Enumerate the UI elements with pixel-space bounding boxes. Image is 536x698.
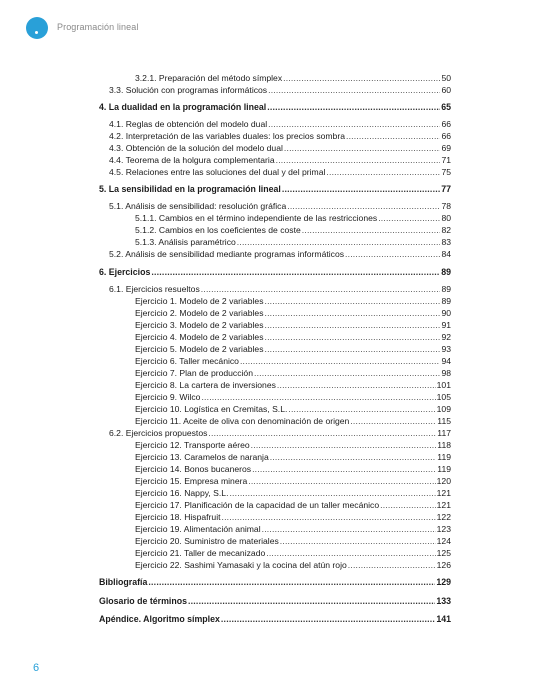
toc-dot-leader <box>302 224 441 236</box>
toc-entry-page: 75 <box>441 167 451 177</box>
toc-dot-leader <box>288 403 435 415</box>
toc-entry <box>99 118 451 130</box>
toc-entry-title: Ejercicio 16. Nappy, S.L. <box>135 488 229 498</box>
toc-entry-title: 4. La dualidad en la programación lineal <box>99 102 267 112</box>
toc-entry-page: 115 <box>437 416 451 426</box>
toc-entry <box>99 427 451 439</box>
toc-entry-page: 119 <box>437 452 451 462</box>
toc-dot-leader <box>265 331 441 343</box>
toc-dot-leader <box>345 248 440 260</box>
toc-entry-page: 123 <box>436 524 451 534</box>
toc-dot-leader <box>287 200 440 212</box>
toc-entry-title: 4.1. Reglas de obtención del modelo dual <box>109 119 268 129</box>
toc-dot-leader <box>276 154 441 166</box>
toc-entry-page: 89 <box>441 284 451 294</box>
toc-entry <box>99 547 451 559</box>
toc-dot-leader <box>201 283 441 295</box>
toc-entry-page: 101 <box>436 380 451 390</box>
toc-entry <box>99 283 451 295</box>
toc-entry-title: 3.3. Solución con programas informáticos <box>109 85 268 95</box>
toc-chapter-entry <box>99 576 451 588</box>
toc-entry <box>99 367 451 379</box>
toc-entry <box>99 236 451 248</box>
toc-entry-title: Ejercicio 2. Modelo de 2 variables <box>135 308 264 318</box>
toc-dot-leader <box>346 130 440 142</box>
toc-entry <box>99 403 451 415</box>
toc-entry <box>99 154 451 166</box>
toc-entry-page: 78 <box>441 201 451 211</box>
toc-dot-leader <box>208 427 436 439</box>
toc-entry-page: 92 <box>441 332 451 342</box>
toc-entry-page: 118 <box>437 440 451 450</box>
toc-entry-title: 5.1.3. Análisis paramétrico <box>135 237 236 247</box>
toc-entry-page: 65 <box>441 102 451 112</box>
toc-entry <box>99 475 451 487</box>
toc-entry-page: 93 <box>441 344 451 354</box>
toc-dot-leader <box>229 487 435 499</box>
toc-dot-leader <box>280 535 436 547</box>
toc-entry-title: Ejercicio 3. Modelo de 2 variables <box>135 320 264 330</box>
toc-dot-leader <box>254 367 440 379</box>
toc-entry-page: 66 <box>441 131 451 141</box>
toc-entry <box>99 379 451 391</box>
toc-dot-leader <box>378 212 440 224</box>
toc-dot-leader <box>151 266 440 278</box>
toc-entry-title: Ejercicio 6. Taller mecánico <box>135 356 239 366</box>
toc-dot-leader <box>283 72 440 84</box>
toc-chapter-entry <box>99 266 451 278</box>
toc-dot-leader <box>262 523 436 535</box>
toc-entry <box>99 331 451 343</box>
toc-dot-leader <box>221 613 435 625</box>
toc-entry-title: Glosario de términos <box>99 596 187 606</box>
toc-dot-leader <box>265 295 441 307</box>
toc-entry-title: Ejercicio 22. Sashimi Yamasaki y la cocina del atún rojo <box>135 560 347 570</box>
toc-dot-leader <box>284 142 441 154</box>
toc-entry-page: 117 <box>437 428 451 438</box>
toc-entry <box>99 84 451 96</box>
toc-entry-page: 133 <box>436 596 451 606</box>
toc-entry-title: 4.5. Relaciones entre las soluciones del dual y del primal <box>109 167 326 177</box>
toc-entry-page: 82 <box>441 225 451 235</box>
toc-dot-leader <box>265 307 441 319</box>
toc-entry-title: Ejercicio 17. Planificación de la capacidad de un taller mecánico <box>135 500 380 510</box>
toc-entry-page: 66 <box>441 119 451 129</box>
toc-entry <box>99 343 451 355</box>
toc-entry-page: 98 <box>441 368 451 378</box>
toc-dot-leader <box>270 451 437 463</box>
toc-entry-page: 141 <box>436 614 451 624</box>
toc-entry-title: 6.2. Ejercicios propuestos <box>109 428 208 438</box>
toc-entry-page: 91 <box>441 320 451 330</box>
toc-entry-page: 77 <box>441 184 451 194</box>
toc-dot-leader <box>268 84 440 96</box>
toc-entry-title: Ejercicio 13. Caramelos de naranja <box>135 452 269 462</box>
toc-dot-leader <box>265 343 441 355</box>
toc-dot-leader <box>277 379 436 391</box>
toc-entry-page: 80 <box>441 213 451 223</box>
toc-entry-page: 126 <box>436 560 451 570</box>
toc-entry <box>99 535 451 547</box>
toc-entry-page: 105 <box>436 392 451 402</box>
page-number: 6 <box>33 662 40 674</box>
toc-entry-title: Ejercicio 12. Transporte aéreo <box>135 440 250 450</box>
toc-entry-title: 4.2. Interpretación de las variables duales: los precios sombra <box>109 131 345 141</box>
toc-entry-title: 6.1. Ejercicios resueltos <box>109 284 200 294</box>
toc-entry <box>99 142 451 154</box>
toc-entry-title: 5.1. Análisis de sensibilidad: resolución gráfica <box>109 201 287 211</box>
toc-dot-leader <box>268 118 440 130</box>
toc-entry-page: 84 <box>441 249 451 259</box>
toc-dot-leader <box>240 355 440 367</box>
toc-entry-title: 4.3. Obtención de la solución del modelo dual <box>109 143 283 153</box>
header-logo-circle <box>26 17 48 39</box>
toc-entry <box>99 212 451 224</box>
toc-entry-page: 50 <box>441 73 451 83</box>
toc-entry <box>99 415 451 427</box>
toc-entry <box>99 130 451 142</box>
toc-entry <box>99 166 451 178</box>
toc-entry-title: Ejercicio 14. Bonos bucaneros <box>135 464 252 474</box>
toc-entry-title: Ejercicio 20. Suministro de materiales <box>135 536 279 546</box>
toc-entry-page: 71 <box>441 155 451 165</box>
toc-chapter-entry <box>99 183 451 195</box>
toc-entry-title: Ejercicio 4. Modelo de 2 variables <box>135 332 264 342</box>
toc-entry-title: Ejercicio 1. Modelo de 2 variables <box>135 296 264 306</box>
toc-entry-page: 109 <box>436 404 451 414</box>
toc-entry <box>99 355 451 367</box>
toc-entry <box>99 72 451 84</box>
toc-entry-title: 3.2.1. Preparación del método símplex <box>135 73 283 83</box>
toc-dot-leader <box>282 183 440 195</box>
toc-dot-leader <box>267 101 440 113</box>
toc-entry-title: Ejercicio 15. Empresa minera <box>135 476 248 486</box>
toc-entry-page: 60 <box>441 85 451 95</box>
toc-dot-leader <box>201 391 435 403</box>
toc-entry-page: 121 <box>436 500 451 510</box>
toc-dot-leader <box>266 547 435 559</box>
toc-entry <box>99 511 451 523</box>
toc-chapter-entry <box>99 595 451 607</box>
toc-entry <box>99 319 451 331</box>
toc-entry-title: 6. Ejercicios <box>99 267 151 277</box>
toc-entry-page: 89 <box>441 296 451 306</box>
toc-entry <box>99 451 451 463</box>
toc-entry <box>99 499 451 511</box>
toc-entry <box>99 559 451 571</box>
toc-dot-leader <box>348 559 436 571</box>
toc-entry <box>99 224 451 236</box>
toc-dot-leader <box>148 576 435 588</box>
toc-dot-leader <box>350 415 436 427</box>
toc-entry <box>99 295 451 307</box>
toc-entry-page: 120 <box>436 476 451 486</box>
toc-entry-title: Ejercicio 8. La cartera de inversiones <box>135 380 276 390</box>
toc-entry-title: Apéndice. Algoritmo símplex <box>99 614 220 624</box>
running-header-title: Programación lineal <box>57 22 139 32</box>
toc-dot-leader <box>252 463 436 475</box>
toc-entry-title: 5.2. Análisis de sensibilidad mediante programas informáticos <box>109 249 345 259</box>
toc-dot-leader <box>188 595 435 607</box>
toc-entry <box>99 200 451 212</box>
toc-entry <box>99 439 451 451</box>
toc-entry-title: 5.1.2. Cambios en los coeficientes de coste <box>135 225 301 235</box>
toc-entry <box>99 487 451 499</box>
toc-entry-title: Ejercicio 9. Wilco <box>135 392 201 402</box>
toc-entry-title: Ejercicio 18. Hispafruit <box>135 512 221 522</box>
toc-entry <box>99 307 451 319</box>
toc-entry-title: Bibliografía <box>99 577 148 587</box>
toc-entry <box>99 248 451 260</box>
toc-entry-page: 121 <box>436 488 451 498</box>
toc-entry-title: Ejercicio 10. Logística en Cremitas, S.L. <box>135 404 288 414</box>
toc-entry-title: 4.4. Teorema de la holgura complementaria <box>109 155 275 165</box>
toc-dot-leader <box>237 236 441 248</box>
toc-chapter-entry <box>99 101 451 113</box>
toc-chapter-entry <box>99 613 451 625</box>
toc-entry-page: 69 <box>441 143 451 153</box>
toc-entry-title: 5.1.1. Cambios en el término independiente de las restricciones <box>135 213 378 223</box>
toc-dot-leader <box>251 439 437 451</box>
toc-entry-page: 94 <box>441 356 451 366</box>
toc-entry-page: 129 <box>436 577 451 587</box>
toc-entry-page: 119 <box>437 464 451 474</box>
toc-entry-page: 124 <box>436 536 451 546</box>
toc-entry-title: Ejercicio 19. Alimentación animal <box>135 524 261 534</box>
toc-dot-leader <box>326 166 440 178</box>
toc-dot-leader <box>265 319 441 331</box>
toc-entry-page: 83 <box>441 237 451 247</box>
toc-dot-leader <box>222 511 436 523</box>
toc-entry-title: Ejercicio 11. Aceite de oliva con denominación de origen <box>135 416 350 426</box>
toc-entry-page: 89 <box>441 267 451 277</box>
toc-entry <box>99 391 451 403</box>
toc-entry <box>99 523 451 535</box>
toc-entry-title: Ejercicio 7. Plan de producción <box>135 368 253 378</box>
toc-entry-title: Ejercicio 5. Modelo de 2 variables <box>135 344 264 354</box>
toc-entry-title: Ejercicio 21. Taller de mecanizado <box>135 548 266 558</box>
toc-entry-page: 90 <box>441 308 451 318</box>
toc-entry-title: 5. La sensibilidad en la programación lineal <box>99 184 281 194</box>
toc-entry <box>99 463 451 475</box>
toc-dot-leader <box>380 499 436 511</box>
toc-entry-page: 122 <box>436 512 451 522</box>
toc-dot-leader <box>248 475 435 487</box>
toc-entry-page: 125 <box>436 548 451 558</box>
